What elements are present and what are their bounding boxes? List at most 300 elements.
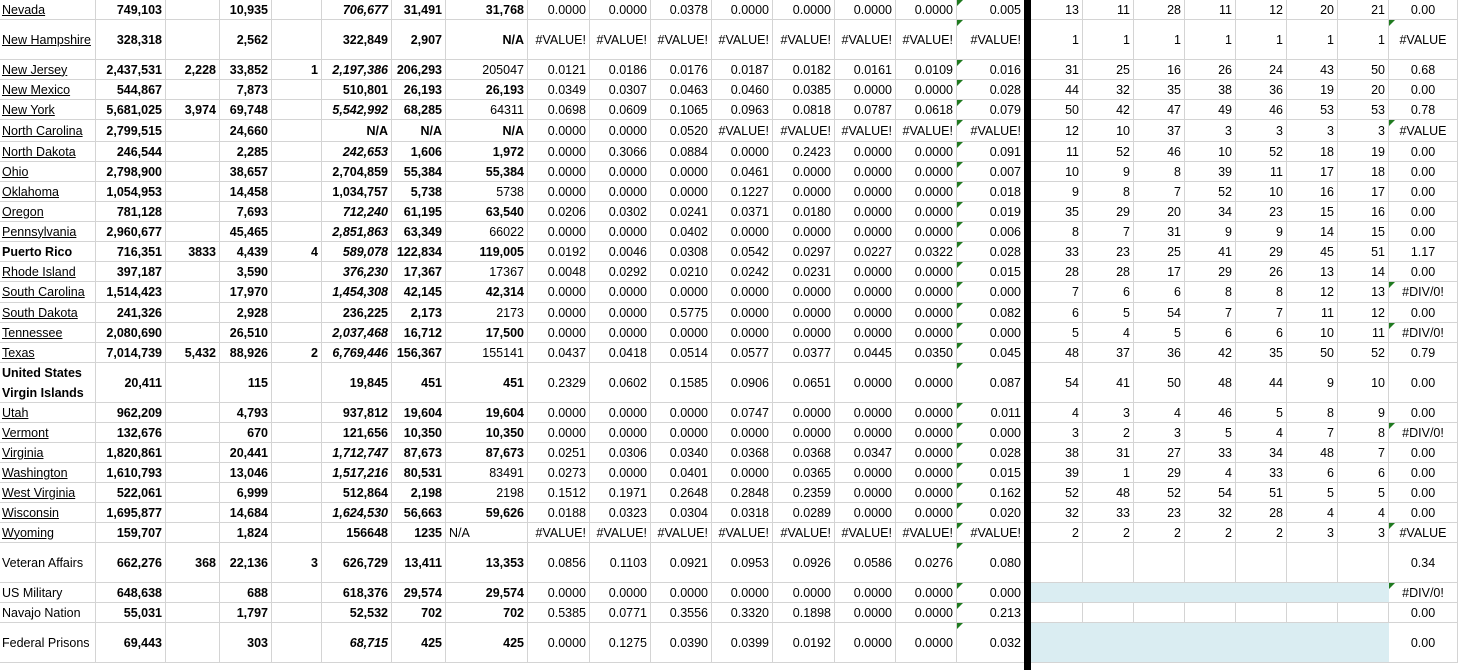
rank-cell[interactable] [1185, 503, 1236, 522]
col-d-cell[interactable] [220, 523, 272, 542]
score-cell[interactable] [1389, 343, 1458, 362]
col-c-cell[interactable] [166, 242, 220, 261]
ratio-cell[interactable] [590, 242, 651, 261]
ratio-cell[interactable] [590, 222, 651, 241]
state-link[interactable]: Rhode Island [2, 264, 76, 279]
rank-cell[interactable] [1134, 443, 1185, 462]
col-e-cell[interactable] [272, 60, 322, 79]
score-cell[interactable] [1389, 423, 1458, 442]
rank-cell[interactable] [1236, 222, 1287, 241]
col-d-cell[interactable] [220, 262, 272, 281]
ratio-cell[interactable] [896, 623, 957, 662]
state-link[interactable]: Oklahoma [2, 184, 59, 199]
ratio-cell[interactable] [590, 100, 651, 119]
col-h-cell[interactable] [446, 363, 528, 402]
rank-cell[interactable] [1338, 423, 1389, 442]
state-link[interactable]: Wisconsin [2, 505, 59, 520]
rank-cell[interactable] [1134, 423, 1185, 442]
rank-cell[interactable] [1338, 343, 1389, 362]
score-cell[interactable] [1389, 262, 1458, 281]
ratio-cell[interactable] [590, 623, 651, 662]
col-c-cell[interactable] [166, 423, 220, 442]
rank-cell[interactable] [1083, 303, 1134, 322]
ratio-cell[interactable] [773, 162, 835, 181]
rank-cell[interactable] [1287, 603, 1338, 622]
col-f-cell[interactable] [322, 363, 392, 402]
rank-cell[interactable] [1031, 323, 1083, 342]
ratio-cell[interactable] [773, 483, 835, 502]
col-f-cell[interactable] [322, 483, 392, 502]
score-cell[interactable] [1389, 202, 1458, 221]
col-h-cell[interactable] [446, 262, 528, 281]
rank-cell[interactable] [1236, 182, 1287, 201]
rank-cell[interactable] [1236, 60, 1287, 79]
col-f-cell[interactable] [322, 120, 392, 141]
total-cell[interactable] [96, 523, 166, 542]
ratio-cell[interactable] [528, 503, 590, 522]
rank-cell[interactable] [1185, 543, 1236, 582]
state-link[interactable]: New Jersey [2, 62, 68, 77]
total-cell[interactable] [96, 242, 166, 261]
rank-cell[interactable] [1287, 262, 1338, 281]
col-e-cell[interactable] [272, 100, 322, 119]
total-cell[interactable] [96, 20, 166, 59]
rank-cell[interactable] [1031, 623, 1083, 662]
rank-cell[interactable] [1134, 182, 1185, 201]
ratio-cell[interactable] [896, 463, 957, 482]
ratio-cell[interactable] [773, 262, 835, 281]
score-cell[interactable] [1389, 162, 1458, 181]
score-cell[interactable] [1389, 0, 1458, 19]
total-cell[interactable] [96, 142, 166, 161]
rank-cell[interactable] [1185, 242, 1236, 261]
state-link[interactable]: Washington [2, 465, 68, 480]
score-cell[interactable] [1389, 463, 1458, 482]
state-link[interactable]: Wyoming [2, 525, 54, 540]
rank-cell[interactable] [1134, 20, 1185, 59]
rank-cell[interactable] [1185, 523, 1236, 542]
total-cell[interactable] [96, 60, 166, 79]
total-cell[interactable] [96, 162, 166, 181]
ratio-cell[interactable] [651, 120, 712, 141]
row-label-cell[interactable] [0, 80, 96, 99]
score-cell[interactable] [1389, 543, 1458, 582]
col-d-cell[interactable] [220, 182, 272, 201]
rank-cell[interactable] [1134, 583, 1185, 602]
rank-cell[interactable] [1185, 120, 1236, 141]
ratio-cell[interactable] [835, 423, 896, 442]
ratio-cell[interactable] [651, 483, 712, 502]
rank-cell[interactable] [1236, 443, 1287, 462]
total-cell[interactable] [96, 403, 166, 422]
ratio-cell[interactable] [590, 483, 651, 502]
rank-cell[interactable] [1338, 603, 1389, 622]
col-c-cell[interactable] [166, 162, 220, 181]
col-c-cell[interactable] [166, 483, 220, 502]
rank-cell[interactable] [1185, 100, 1236, 119]
rank-cell[interactable] [1083, 0, 1134, 19]
col-e-cell[interactable] [272, 182, 322, 201]
col-e-cell[interactable] [272, 443, 322, 462]
col-g-cell[interactable] [392, 182, 446, 201]
row-label-cell[interactable] [0, 100, 96, 119]
score-cell[interactable] [1389, 60, 1458, 79]
rate-cell[interactable] [957, 142, 1024, 161]
rank-cell[interactable] [1083, 142, 1134, 161]
col-e-cell[interactable] [272, 142, 322, 161]
ratio-cell[interactable] [712, 463, 773, 482]
rank-cell[interactable] [1287, 100, 1338, 119]
rank-cell[interactable] [1236, 543, 1287, 582]
rate-cell[interactable] [957, 463, 1024, 482]
col-d-cell[interactable] [220, 443, 272, 462]
col-d-cell[interactable] [220, 363, 272, 402]
row-label-cell[interactable] [0, 303, 96, 322]
ratio-cell[interactable] [712, 603, 773, 622]
col-e-cell[interactable] [272, 303, 322, 322]
state-link[interactable]: Oregon [2, 204, 44, 219]
ratio-cell[interactable] [651, 583, 712, 602]
col-c-cell[interactable] [166, 282, 220, 302]
ratio-cell[interactable] [712, 523, 773, 542]
rank-cell[interactable] [1134, 60, 1185, 79]
ratio-cell[interactable] [590, 463, 651, 482]
ratio-cell[interactable] [651, 262, 712, 281]
rank-cell[interactable] [1083, 423, 1134, 442]
ratio-cell[interactable] [651, 0, 712, 19]
col-d-cell[interactable] [220, 20, 272, 59]
col-c-cell[interactable] [166, 463, 220, 482]
rank-cell[interactable] [1031, 463, 1083, 482]
row-label-cell[interactable] [0, 403, 96, 422]
ratio-cell[interactable] [712, 162, 773, 181]
score-cell[interactable] [1389, 100, 1458, 119]
ratio-cell[interactable] [896, 603, 957, 622]
ratio-cell[interactable] [896, 80, 957, 99]
col-f-cell[interactable] [322, 443, 392, 462]
total-cell[interactable] [96, 363, 166, 402]
col-h-cell[interactable] [446, 120, 528, 141]
total-cell[interactable] [96, 262, 166, 281]
ratio-cell[interactable] [712, 20, 773, 59]
rank-cell[interactable] [1236, 463, 1287, 482]
col-d-cell[interactable] [220, 222, 272, 241]
col-d-cell[interactable] [220, 323, 272, 342]
rank-cell[interactable] [1236, 423, 1287, 442]
ratio-cell[interactable] [773, 403, 835, 422]
rank-cell[interactable] [1083, 443, 1134, 462]
col-e-cell[interactable] [272, 20, 322, 59]
ratio-cell[interactable] [773, 323, 835, 342]
rank-cell[interactable] [1287, 463, 1338, 482]
ratio-cell[interactable] [651, 623, 712, 662]
ratio-cell[interactable] [896, 323, 957, 342]
col-e-cell[interactable] [272, 80, 322, 99]
rank-cell[interactable] [1185, 60, 1236, 79]
score-cell[interactable] [1389, 403, 1458, 422]
rank-cell[interactable] [1338, 162, 1389, 181]
col-h-cell[interactable] [446, 100, 528, 119]
col-g-cell[interactable] [392, 162, 446, 181]
col-h-cell[interactable] [446, 443, 528, 462]
rank-cell[interactable] [1185, 262, 1236, 281]
col-e-cell[interactable] [272, 0, 322, 19]
rank-cell[interactable] [1083, 262, 1134, 281]
rank-cell[interactable] [1134, 202, 1185, 221]
col-h-cell[interactable] [446, 603, 528, 622]
ratio-cell[interactable] [896, 583, 957, 602]
col-g-cell[interactable] [392, 523, 446, 542]
rank-cell[interactable] [1083, 503, 1134, 522]
col-c-cell[interactable] [166, 60, 220, 79]
rank-cell[interactable] [1236, 483, 1287, 502]
rank-cell[interactable] [1185, 603, 1236, 622]
col-f-cell[interactable] [322, 162, 392, 181]
rank-cell[interactable] [1287, 423, 1338, 442]
row-label-cell[interactable] [0, 202, 96, 221]
rank-cell[interactable] [1031, 303, 1083, 322]
rank-cell[interactable] [1185, 0, 1236, 19]
total-cell[interactable] [96, 483, 166, 502]
score-cell[interactable] [1389, 483, 1458, 502]
rank-cell[interactable] [1236, 282, 1287, 302]
rank-cell[interactable] [1287, 543, 1338, 582]
rank-cell[interactable] [1338, 60, 1389, 79]
col-c-cell[interactable] [166, 403, 220, 422]
col-g-cell[interactable] [392, 303, 446, 322]
rank-cell[interactable] [1185, 202, 1236, 221]
ratio-cell[interactable] [590, 202, 651, 221]
rate-cell[interactable] [957, 120, 1024, 141]
ratio-cell[interactable] [528, 623, 590, 662]
row-label-cell[interactable] [0, 423, 96, 442]
ratio-cell[interactable] [896, 0, 957, 19]
rank-cell[interactable] [1185, 142, 1236, 161]
col-g-cell[interactable] [392, 222, 446, 241]
rank-cell[interactable] [1083, 242, 1134, 261]
col-e-cell[interactable] [272, 202, 322, 221]
rank-cell[interactable] [1134, 242, 1185, 261]
ratio-cell[interactable] [712, 323, 773, 342]
rank-cell[interactable] [1083, 60, 1134, 79]
col-f-cell[interactable] [322, 463, 392, 482]
col-d-cell[interactable] [220, 343, 272, 362]
ratio-cell[interactable] [651, 20, 712, 59]
ratio-cell[interactable] [651, 523, 712, 542]
ratio-cell[interactable] [773, 343, 835, 362]
ratio-cell[interactable] [528, 100, 590, 119]
rank-cell[interactable] [1083, 100, 1134, 119]
rank-cell[interactable] [1236, 162, 1287, 181]
rank-cell[interactable] [1287, 503, 1338, 522]
ratio-cell[interactable] [896, 182, 957, 201]
rank-cell[interactable] [1031, 100, 1083, 119]
ratio-cell[interactable] [896, 100, 957, 119]
ratio-cell[interactable] [651, 202, 712, 221]
rank-cell[interactable] [1185, 303, 1236, 322]
rank-cell[interactable] [1287, 583, 1338, 602]
col-h-cell[interactable] [446, 222, 528, 241]
ratio-cell[interactable] [773, 100, 835, 119]
rank-cell[interactable] [1287, 20, 1338, 59]
ratio-cell[interactable] [773, 583, 835, 602]
ratio-cell[interactable] [835, 242, 896, 261]
rank-cell[interactable] [1236, 323, 1287, 342]
col-f-cell[interactable] [322, 583, 392, 602]
ratio-cell[interactable] [835, 483, 896, 502]
col-h-cell[interactable] [446, 323, 528, 342]
rate-cell[interactable] [957, 262, 1024, 281]
rank-cell[interactable] [1287, 202, 1338, 221]
col-f-cell[interactable] [322, 80, 392, 99]
ratio-cell[interactable] [773, 242, 835, 261]
ratio-cell[interactable] [835, 100, 896, 119]
rank-cell[interactable] [1287, 483, 1338, 502]
col-g-cell[interactable] [392, 100, 446, 119]
ratio-cell[interactable] [590, 503, 651, 522]
ratio-cell[interactable] [773, 282, 835, 302]
ratio-cell[interactable] [773, 623, 835, 662]
rank-cell[interactable] [1287, 363, 1338, 402]
rate-cell[interactable] [957, 282, 1024, 302]
ratio-cell[interactable] [712, 120, 773, 141]
rank-cell[interactable] [1031, 162, 1083, 181]
rank-cell[interactable] [1236, 120, 1287, 141]
rate-cell[interactable] [957, 503, 1024, 522]
col-h-cell[interactable] [446, 142, 528, 161]
total-cell[interactable] [96, 120, 166, 141]
score-cell[interactable] [1389, 323, 1458, 342]
ratio-cell[interactable] [896, 303, 957, 322]
col-d-cell[interactable] [220, 303, 272, 322]
rank-cell[interactable] [1287, 443, 1338, 462]
rank-cell[interactable] [1338, 100, 1389, 119]
frozen-pane-divider[interactable] [1024, 0, 1031, 670]
rank-cell[interactable] [1031, 343, 1083, 362]
rank-cell[interactable] [1338, 303, 1389, 322]
col-c-cell[interactable] [166, 0, 220, 19]
rank-cell[interactable] [1185, 403, 1236, 422]
col-d-cell[interactable] [220, 583, 272, 602]
row-label-cell[interactable] [0, 182, 96, 201]
ratio-cell[interactable] [896, 162, 957, 181]
ratio-cell[interactable] [528, 343, 590, 362]
rank-cell[interactable] [1287, 222, 1338, 241]
ratio-cell[interactable] [835, 503, 896, 522]
total-cell[interactable] [96, 0, 166, 19]
ratio-cell[interactable] [712, 363, 773, 402]
rank-cell[interactable] [1185, 443, 1236, 462]
ratio-cell[interactable] [773, 222, 835, 241]
rank-cell[interactable] [1338, 242, 1389, 261]
ratio-cell[interactable] [651, 60, 712, 79]
ratio-cell[interactable] [835, 443, 896, 462]
rank-cell[interactable] [1236, 603, 1287, 622]
rank-cell[interactable] [1031, 80, 1083, 99]
col-g-cell[interactable] [392, 463, 446, 482]
col-e-cell[interactable] [272, 603, 322, 622]
total-cell[interactable] [96, 543, 166, 582]
ratio-cell[interactable] [528, 423, 590, 442]
col-c-cell[interactable] [166, 120, 220, 141]
col-h-cell[interactable] [446, 623, 528, 662]
ratio-cell[interactable] [896, 443, 957, 462]
ratio-cell[interactable] [835, 463, 896, 482]
rank-cell[interactable] [1031, 182, 1083, 201]
rank-cell[interactable] [1031, 282, 1083, 302]
rate-cell[interactable] [957, 483, 1024, 502]
rank-cell[interactable] [1031, 543, 1083, 582]
rank-cell[interactable] [1185, 323, 1236, 342]
rank-cell[interactable] [1083, 120, 1134, 141]
ratio-cell[interactable] [590, 603, 651, 622]
rank-cell[interactable] [1185, 483, 1236, 502]
row-label-cell[interactable] [0, 523, 96, 542]
ratio-cell[interactable] [528, 543, 590, 582]
state-link[interactable]: New Mexico [2, 82, 71, 97]
state-link[interactable]: Virginia [2, 445, 44, 460]
state-link[interactable]: Tennessee [2, 325, 63, 340]
total-cell[interactable] [96, 80, 166, 99]
ratio-cell[interactable] [590, 523, 651, 542]
ratio-cell[interactable] [528, 242, 590, 261]
ratio-cell[interactable] [528, 463, 590, 482]
ratio-cell[interactable] [896, 423, 957, 442]
ratio-cell[interactable] [651, 142, 712, 161]
ratio-cell[interactable] [528, 202, 590, 221]
row-label-cell[interactable] [0, 120, 96, 141]
ratio-cell[interactable] [651, 503, 712, 522]
ratio-cell[interactable] [773, 0, 835, 19]
rate-cell[interactable] [957, 202, 1024, 221]
total-cell[interactable] [96, 100, 166, 119]
col-f-cell[interactable] [322, 262, 392, 281]
col-g-cell[interactable] [392, 623, 446, 662]
rank-cell[interactable] [1031, 423, 1083, 442]
rank-cell[interactable] [1185, 282, 1236, 302]
ratio-cell[interactable] [773, 303, 835, 322]
col-c-cell[interactable] [166, 503, 220, 522]
col-c-cell[interactable] [166, 303, 220, 322]
ratio-cell[interactable] [651, 343, 712, 362]
ratio-cell[interactable] [896, 20, 957, 59]
score-cell[interactable] [1389, 623, 1458, 662]
ratio-cell[interactable] [590, 303, 651, 322]
ratio-cell[interactable] [773, 120, 835, 141]
col-d-cell[interactable] [220, 603, 272, 622]
col-d-cell[interactable] [220, 483, 272, 502]
ratio-cell[interactable] [590, 583, 651, 602]
state-link[interactable]: West Virginia [2, 485, 76, 500]
state-link[interactable]: Pennsylvania [2, 224, 77, 239]
rank-cell[interactable] [1083, 623, 1134, 662]
row-label-cell[interactable] [0, 60, 96, 79]
rank-cell[interactable] [1031, 262, 1083, 281]
ratio-cell[interactable] [712, 202, 773, 221]
ratio-cell[interactable] [590, 142, 651, 161]
ratio-cell[interactable] [528, 60, 590, 79]
rate-cell[interactable] [957, 60, 1024, 79]
ratio-cell[interactable] [835, 623, 896, 662]
ratio-cell[interactable] [651, 282, 712, 302]
rate-cell[interactable] [957, 182, 1024, 201]
rank-cell[interactable] [1134, 363, 1185, 402]
rank-cell[interactable] [1236, 0, 1287, 19]
rank-cell[interactable] [1338, 543, 1389, 582]
col-h-cell[interactable] [446, 463, 528, 482]
ratio-cell[interactable] [835, 182, 896, 201]
rank-cell[interactable] [1236, 523, 1287, 542]
